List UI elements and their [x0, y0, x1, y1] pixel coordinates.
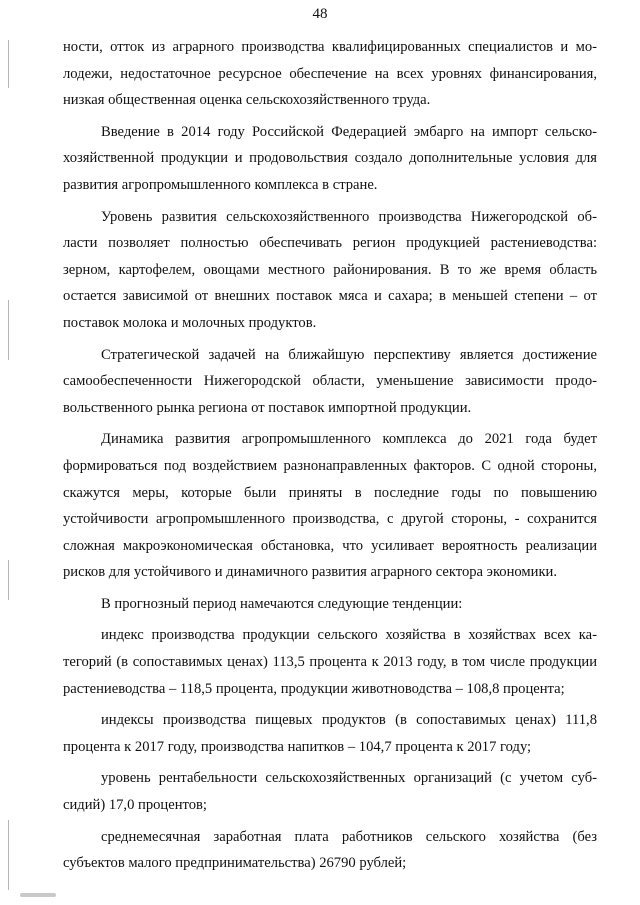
- list-paragraph: индекс производства продукции сельского хозяйства в хозяйствах всех категорий (в сопоставимых ценах) 113,5 процента к 2013 году, в том числе продукции растениеводства – 118,5 процента, продукции животноводства – 108,8 процента;: [63, 627, 597, 697]
- paragraph: Динамика развития агропромышленного комплекса до 2021 года будет формироваться под воздействием разнонаправленных факторов. С одной стороны, скажутся меры, которые были приняты в последние годы по повышению устойчивости агропромышленного производства, с другой стороны, - сохранится сложная макроэкономическая обстановка, что усиливает вероятность реализации рисков для устойчивого и динамичного развития аграрного сектора экономики.: [63, 431, 597, 581]
- paragraph: ности, отток из аграрного производства квалифицированных специалистов и молодежи, недостаточное ресурсное обеспечение на всех уровнях финансирования, низкая общественная оценка сельскохозяйственного труда.: [63, 39, 597, 109]
- scan-margin-mark: [8, 40, 9, 88]
- scan-artifact: [20, 893, 56, 897]
- paragraph: Уровень развития сельскохозяйственного производства Нижегородской области позволяет полностью обеспечивать регион продукцией растениеводства: зерном, картофелем, овощами местного районирования. В то же время область остается зависимой от внешних поставок мяса и сахара; в меньшей степени – от поставок молока и молочных продуктов.: [63, 208, 597, 331]
- list-paragraph: индексы производства пищевых продуктов (в сопоставимых ценах) 111,8 процента к 2017 году, производства напитков – 104,7 процента к 2017 году;: [63, 712, 597, 755]
- paragraph: Введение в 2014 году Российской Федерацией эмбарго на импорт сельскохозяйственной продукции и продовольствия создало дополнительные условия для развития агропромышленного комплекса в стране.: [63, 123, 597, 193]
- scan-margin-mark: [8, 300, 9, 360]
- list-paragraph: среднемесячная заработная плата работников сельского хозяйства (без субъектов малого предпринимательства) 26790 рублей;: [63, 828, 597, 872]
- page-number: 48: [312, 6, 328, 22]
- scan-margin-mark: [8, 820, 9, 890]
- paragraph: Стратегической задачей на ближайшую перспективу является достижение самообеспеченности Нижегородской области, уменьшение зависимости продовольственного рынка региона от поставок импортной продукции.: [63, 346, 597, 416]
- paragraph: В прогнозный период намечаются следующие тенденции:: [101, 595, 463, 612]
- list-paragraph: уровень рентабельности сельскохозяйственных организаций (с учетом субсидий) 17,0 процентов;: [63, 770, 597, 814]
- body-text: [63, 34, 597, 882]
- scan-margin-mark: [8, 560, 9, 600]
